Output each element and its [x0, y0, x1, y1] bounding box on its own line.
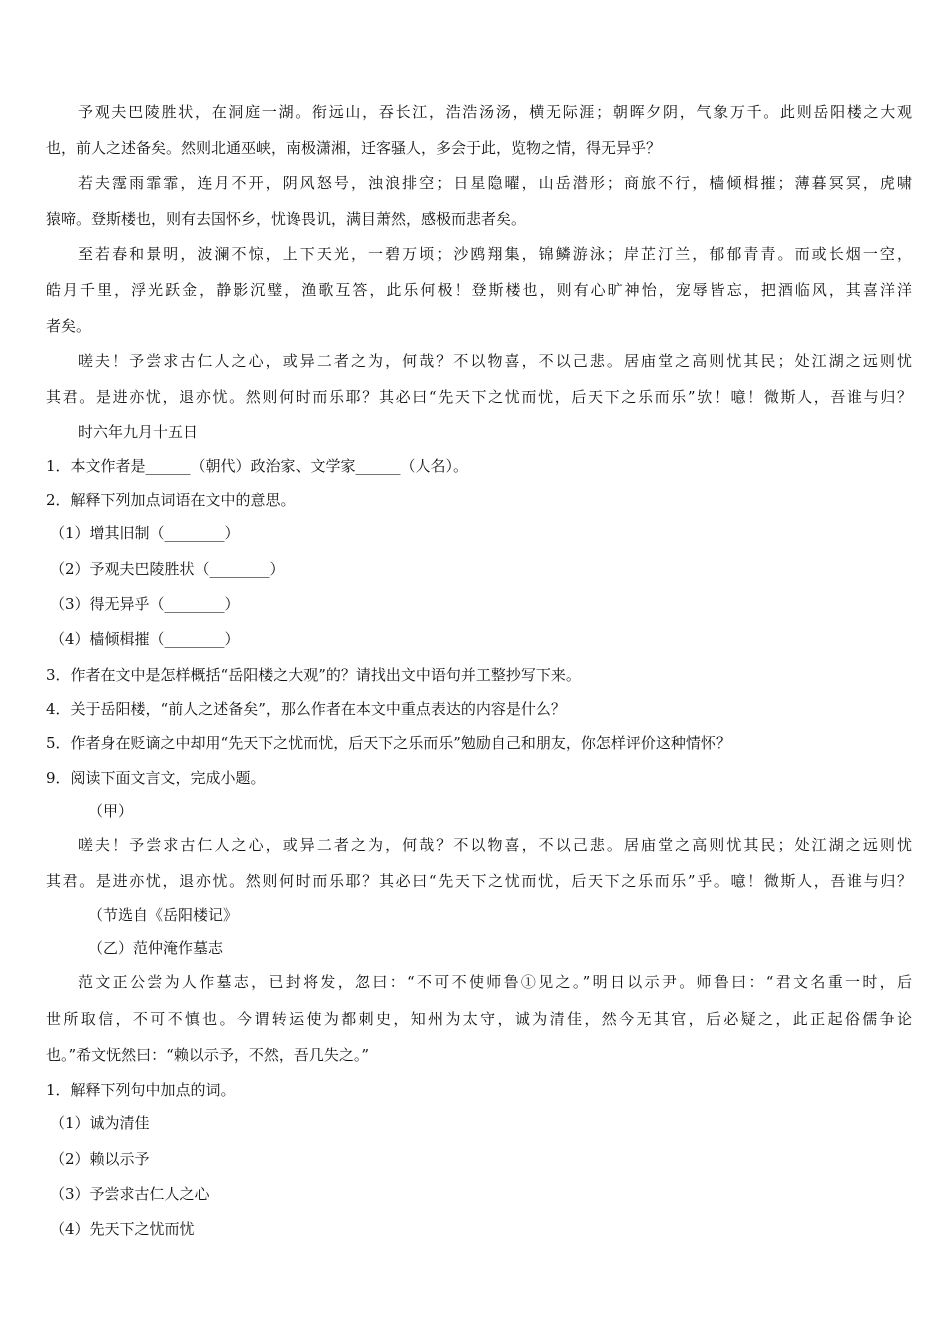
question-9-1-item-1: （1）诚为清佳 [50, 1114, 150, 1132]
question-2-item-2: （2）予观夫巴陵胜状（________） [50, 560, 285, 578]
question-9-1: 1．解释下列句中加点的词。 [46, 1081, 236, 1099]
question-1: 1．本文作者是______（朝代）政治家、文学家______（人名）。 [46, 457, 469, 475]
question-2: 2．解释下列加点词语在文中的意思。 [46, 491, 296, 509]
question-9-1-item-3: （3）予尝求古仁人之心 [50, 1185, 210, 1203]
question-9-1-item-2: （2）赖以示予 [50, 1150, 150, 1168]
passage-p1-line1: 予观夫巴陵胜状，在洞庭一湖。衔远山，吞长江，浩浩汤汤，横无际涯；朝晖夕阴，气象万千。此则岳阳楼之大观 [78, 103, 912, 121]
question-2-item-1: （1）增其旧制（________） [50, 524, 240, 542]
passage-p3-line1: 至若春和景明，波澜不惊，上下天光，一碧万顷；沙鸥翔集，锦鳞游泳；岸芷汀兰，郁郁青青。而或长烟一空， [78, 245, 912, 263]
passage-p2-line2: 猿啼。登斯楼也，则有去国怀乡，忧谗畏讥，满目萧然，感极而悲者矣。 [46, 210, 527, 228]
passage-p1-line2: 也，前人之述备矣。然则北通巫峡，南极潇湘，迁客骚人，多会于此，览物之情，得无异乎？ [46, 139, 662, 157]
question-4: 4．关于岳阳楼，“前人之述备矣”，那么作者在本文中重点表达的内容是什么？ [46, 700, 566, 718]
section-9-jia-line2: 其君。是进亦忧，退亦忧。然则何时而乐耶？其必曰“先天下之忧而忧，后天下之乐而乐”乎。噫！微斯人，吾谁与归？ [46, 872, 912, 890]
passage-p4-line1: 嗟夫！予尝求古仁人之心，或异二者之为，何哉？不以物喜，不以己悲。居庙堂之高则忧其民；处江湖之远则忧 [78, 352, 912, 370]
section-9-yi-label: （乙）范仲淹作墓志 [88, 939, 224, 957]
question-2-item-4: （4）樯倾楫摧（________） [50, 630, 240, 648]
section-9-yi-line2: 世所取信，不可不慎也。今谓转运使为都刺史，知州为太守，诚为清佳，然今无其官，后必疑之，此正起俗儒争论 [46, 1010, 912, 1028]
question-5: 5．作者身在贬谪之中却用“先天下之忧而忧，后天下之乐而乐”勉励自己和朋友，你怎样评价这种情怀？ [46, 734, 731, 752]
section-9-jia-source: （节选自《岳阳楼记》 [88, 906, 239, 924]
section-9-yi-line3: 也。”希文怃然曰：“赖以示予，不然，吾几失之。” [46, 1046, 370, 1064]
section-9-jia-line1: 嗟夫！予尝求古仁人之心，或异二者之为，何哉？不以物喜，不以己悲。居庙堂之高则忧其民；处江湖之远则忧 [78, 836, 912, 854]
passage-date: 时六年九月十五日 [78, 423, 199, 441]
passage-p3-line2: 皓月千里，浮光跃金，静影沉璧，渔歌互答，此乐何极！登斯楼也，则有心旷神怡，宠辱皆忘，把酒临风，其喜洋洋 [46, 281, 912, 299]
section-9-heading: 9．阅读下面文言文，完成小题。 [46, 769, 266, 787]
passage-p2-line1: 若夫霪雨霏霏，连月不开，阴风怒号，浊浪排空；日星隐曜，山岳潜形；商旅不行，樯倾楫摧；薄暮冥冥，虎啸 [78, 174, 912, 192]
question-9-1-item-4: （4）先天下之忧而忧 [50, 1220, 195, 1238]
passage-p4-line2: 其君。是进亦忧，退亦忧。然则何时而乐耶？其必曰“先天下之忧而忧，后天下之乐而乐”欤！噫！微斯人，吾谁与归？ [46, 388, 912, 406]
section-9-jia-label: （甲） [88, 802, 134, 820]
section-9-yi-line1: 范文正公尝为人作墓志，已封将发，忽曰：“不可不使师鲁①见之。”明日以示尹。师鲁曰：“君文名重一时，后 [78, 973, 912, 991]
question-2-item-3: （3）得无异乎（________） [50, 595, 240, 613]
question-3: 3．作者在文中是怎样概括“岳阳楼之大观”的？请找出文中语句并工整抄写下来。 [46, 666, 581, 684]
passage-p3-line3: 者矣。 [46, 317, 92, 335]
